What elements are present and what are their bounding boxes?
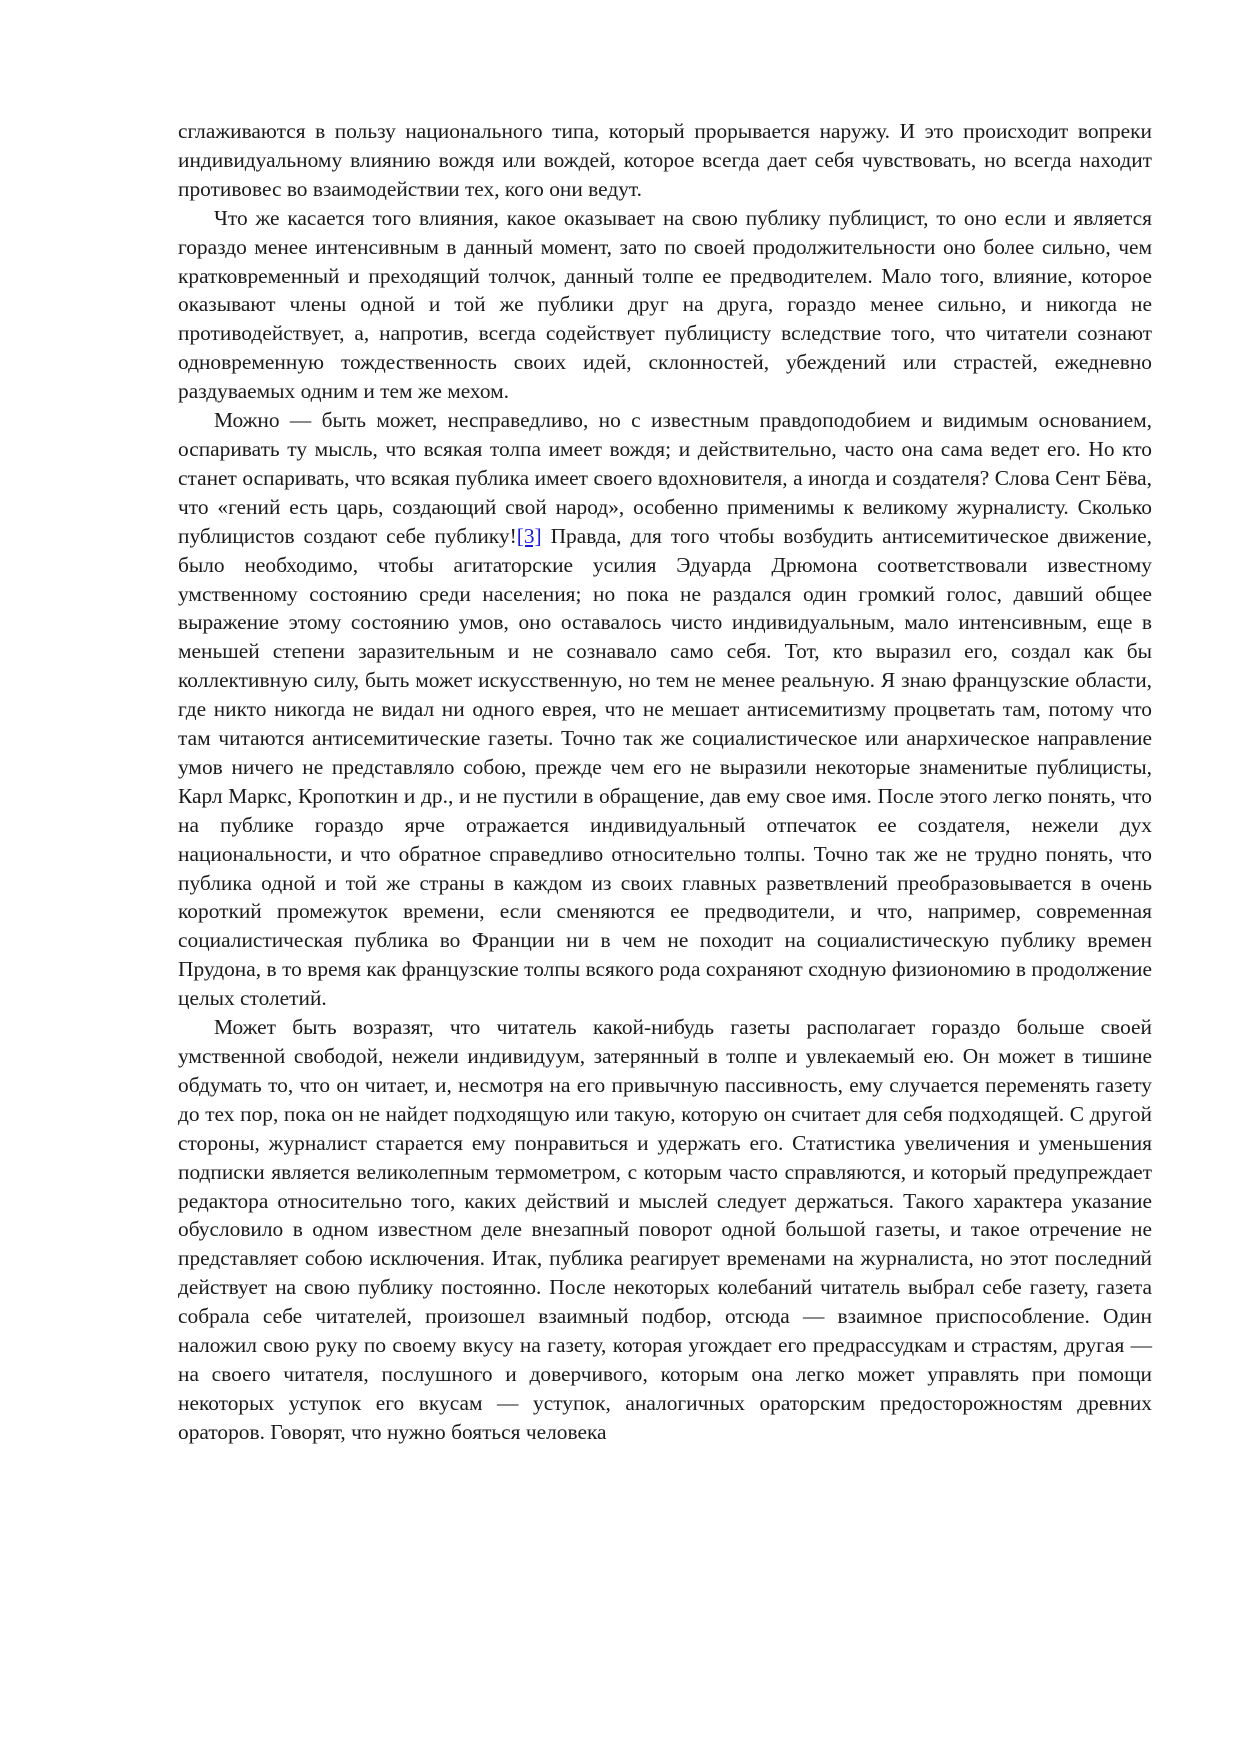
paragraph-2 — [178, 204, 1152, 406]
paragraph-3 — [178, 406, 1152, 1013]
paragraph-text: сглаживаются в пользу национального типа, который прорывается наружу. И это происходит вопреки индивидуальному влиянию вождя или вождей, которое всегда дает себя чувствовать, но всегда находит противовес во взаимодействии тех, кого они ведут. — [178, 119, 1152, 201]
paragraph-1 — [178, 117, 1152, 204]
document-page — [178, 117, 1152, 1447]
paragraph-text: Правда, для того чтобы возбудить антисемитическое движение, было необходимо, чтобы агитаторские усилия Эдуарда Дрюмона соответствовали известному умственному состоянию среди населения; но пока не раздался один громкий голос, давший общее выражение этому состоянию умов, оно оставалось чисто индивидуальным, мало интенсивным, еще в меньшей степени заразительным и не сознавало само себя. Тот, кто выразил его, создал как бы коллективную силу, быть может искусственную, но тем не менее реальную. Я знаю французские области, где никто никогда не видал ни одного еврея, что не мешает антисемитизму процветать там, потому что там читаются антисемитические газеты. Точно так же социалистическое или анархическое направление умов ничего не представляло собою, прежде чем его не выразили некоторые знаменитые публицисты, Карл Маркс, Кропоткин и др., и не пустили в обращение, дав ему свое имя. После этого легко понять, что на публике гораздо ярче отражается индивидуальный отпечаток ее создателя, нежели дух национальности, и что обратное справедливо относительно толпы. Точно так же не трудно понять, что публика одной и той же страны в каждом из своих главных разветвлений преобразовывается в очень короткий промежуток времени, если сменяются ее предводители, и что, например, современная социалистическая публика во Франции ни в чем не походит на социалистическую публику времен Прудона, в то время как французские толпы всякого рода сохраняют сходную физиономию в продолжение целых столетий. — [178, 523, 1153, 1011]
paragraph-4 — [178, 1013, 1152, 1447]
footnote-link-3[interactable]: [3] — [516, 523, 542, 548]
paragraph-text: Что же касается того влияния, какое оказывает на свою публику публицист, то оно если и является гораздо менее интенсивным в данный момент, зато по своей продолжительности оно более сильно, чем кратковременный и преходящий толчок, данный толпе ее предводителем. Мало того, влияние, которое оказывают члены одной и той же публики друг на друга, гораздо менее сильно, и никогда не противодействует, а, напротив, всегда содействует публицисту вследствие того, что читатели сознают одновременную тождественность своих идей, склонностей, убеждений или страстей, ежедневно раздуваемых одним и тем же мехом. — [178, 205, 1152, 404]
paragraph-text: Может быть возразят, что читатель какой-нибудь газеты располагает гораздо больше своей умственной свободой, нежели индивидуум, затерянный в толпе и увлекаемый ею. Он может в тишине обдумать то, что он читает, и, несмотря на его привычную пассивность, ему случается переменять газету до тех пор, пока он не найдет подходящую или такую, которую он считает для себя подходящей. С другой стороны, журналист старается ему понравиться и удержать его. Статистика увеличения и уменьшения подписки является великолепным термометром, с которым часто справляются, и который предупреждает редактора относительно того, каких действий и мыслей следует держаться. Такого характера указание обусловило в одном известном деле внезапный поворот одной большой газеты, и такое отречение не представляет собою исключения. Итак, публика реагирует временами на журналиста, но этот последний действует на свою публику постоянно. После некоторых колебаний читатель выбрал себе газету, газета собрала себе читателей, произошел взаимный подбор, отсюда — взаимное приспособление. Один наложил свою руку по своему вкусу на газету, которая угождает его предрассудкам и страстям, другая — на своего читателя, послушного и доверчивого, которым она легко может управлять при помощи некоторых уступок его вкусам — уступок, аналогичных ораторским предосторожностям древних ораторов. Говорят, что нужно бояться человека — [178, 1015, 1152, 1444]
paragraph-text: Можно — быть может, несправедливо, но с известным правдоподобием и видимым основанием, оспаривать ту мысль, что всякая толпа имеет вождя; и действительно, часто она сама ведет его. Но кто станет оспаривать, что всякая публика имеет своего вдохновителя, а иногда и создателя? Слова Сент Бёва, что «гений есть царь, создающий свой народ», особенно применимы к великому журналисту. Сколько публицистов создают себе публику! — [178, 408, 1152, 548]
